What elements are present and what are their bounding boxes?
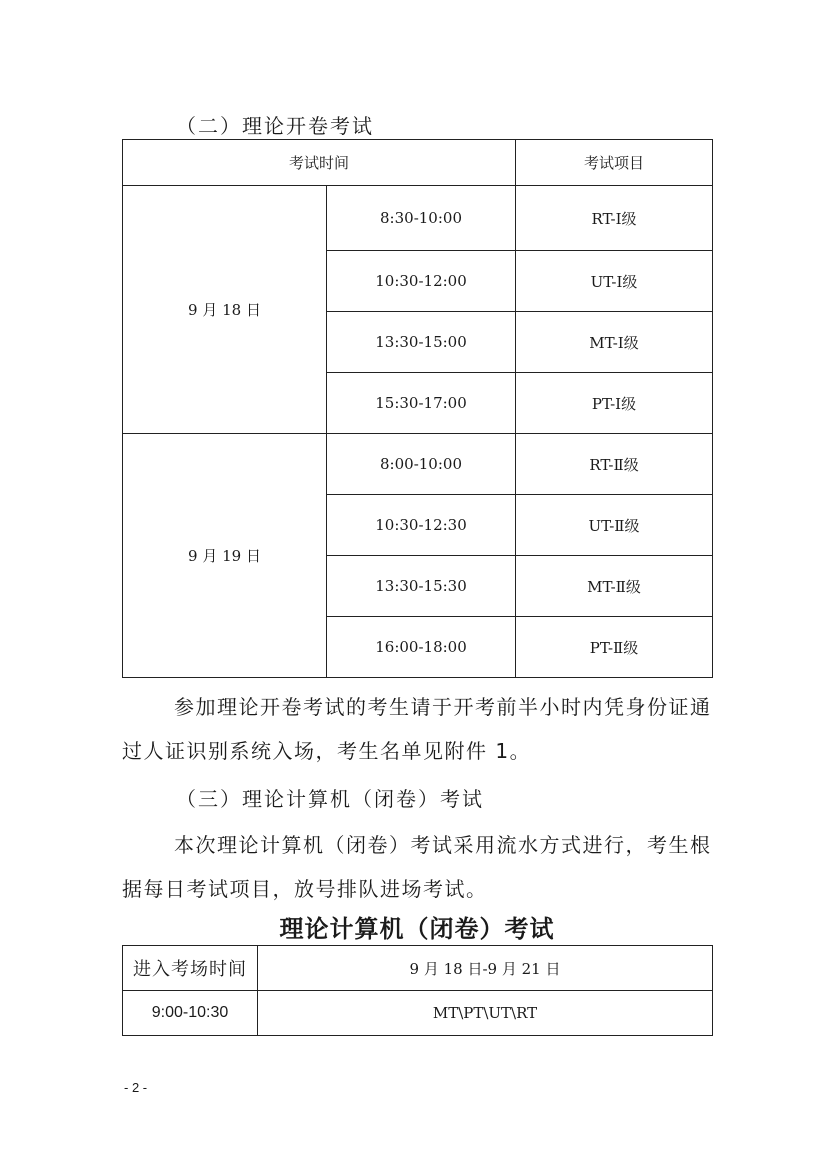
time-cell: 8:00-10:00: [327, 434, 516, 495]
date-cell: 9 月 19 日: [123, 434, 327, 678]
date-cell: 9 月 18 日: [123, 186, 327, 434]
closed-book-paragraph: 本次理论计算机（闭卷）考试采用流水方式进行，考生根据每日考试项目，放号排队进场考试。: [122, 833, 712, 901]
open-book-note: 参加理论开卷考试的考生请于开考前半小时内凭身份证通过人证识别系统入场，考生名单见附件 1。: [122, 695, 712, 763]
exam-items-cell: MT\PT\UT\RT: [258, 991, 713, 1036]
section3-heading: （三）理论计算机（闭卷）考试: [176, 787, 484, 811]
time-cell: 13:30-15:30: [327, 556, 516, 617]
item-cell: MT-Ⅰ级: [516, 312, 713, 373]
header-date-range: 9 月 18 日-9 月 21 日: [258, 946, 713, 991]
open-book-exam-table: [122, 139, 713, 678]
section2-heading: （二）理论开卷考试: [176, 114, 374, 138]
item-cell: RT-Ⅰ级: [516, 186, 713, 251]
time-cell: 13:30-15:00: [327, 312, 516, 373]
time-cell: 16:00-18:00: [327, 617, 516, 678]
header-exam-time: 考试时间: [123, 140, 516, 186]
item-cell: RT-Ⅱ级: [516, 434, 713, 495]
item-cell: UT-Ⅱ级: [516, 495, 713, 556]
time-cell: 15:30-17:00: [327, 373, 516, 434]
item-cell: PT-Ⅱ级: [516, 617, 713, 678]
time-cell: 10:30-12:30: [327, 495, 516, 556]
time-cell: 10:30-12:00: [327, 251, 516, 312]
header-entry-time: 进入考场时间: [123, 946, 258, 991]
time-cell: 8:30-10:00: [327, 186, 516, 251]
entry-time-cell: 9:00-10:30: [123, 991, 258, 1036]
closed-book-table-title: 理论计算机（闭卷）考试: [279, 914, 555, 943]
header-exam-item: 考试项目: [516, 140, 713, 186]
closed-book-exam-table: [122, 945, 713, 1036]
item-cell: UT-Ⅰ级: [516, 251, 713, 312]
page-number: - 2 -: [124, 1080, 148, 1095]
item-cell: PT-Ⅰ级: [516, 373, 713, 434]
item-cell: MT-Ⅱ级: [516, 556, 713, 617]
